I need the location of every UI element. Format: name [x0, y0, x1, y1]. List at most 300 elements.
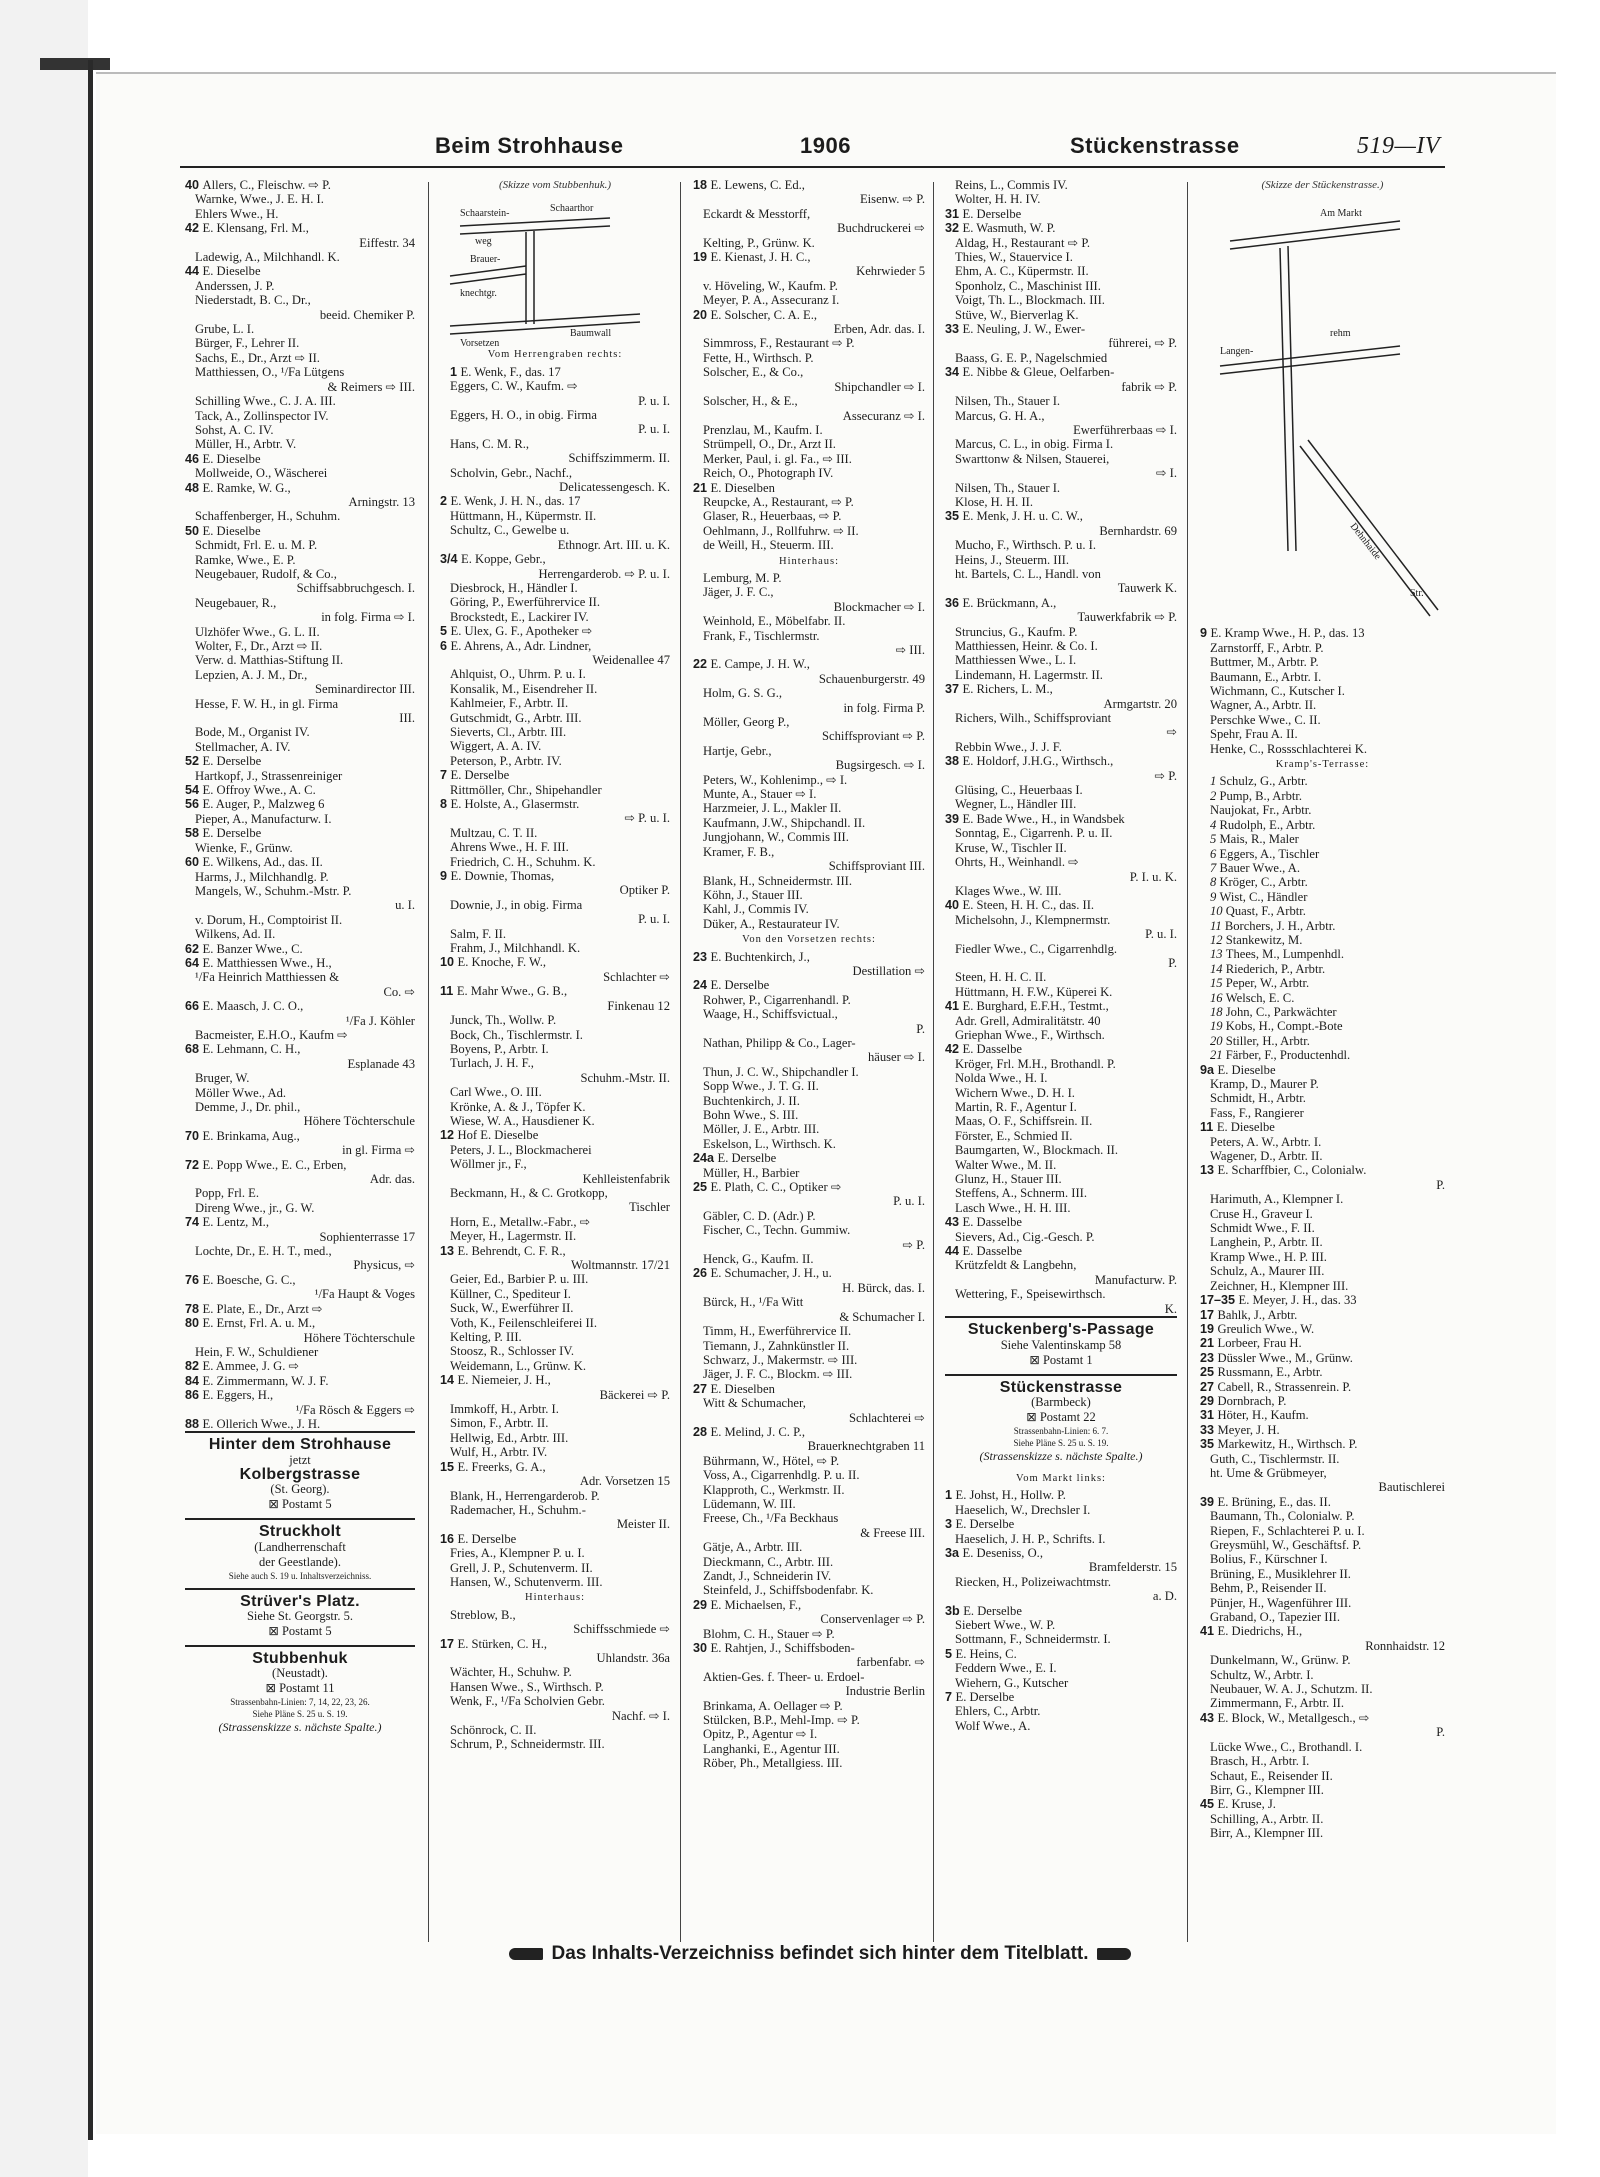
entry-text: Russmann, E., Arbtr.	[1217, 1365, 1323, 1380]
directory-entry	[693, 950, 925, 964]
street-title: Hinter dem Strohhause	[208, 1436, 392, 1454]
directory-entry: Brüning, E., Musiklehrer II.	[1210, 1566, 1351, 1581]
directory-entry	[440, 1128, 670, 1142]
section-heading: Hinterhaus:	[779, 555, 839, 567]
column-rule	[428, 182, 429, 1942]
directory-entry: Frank, F., Tischlermstr.	[703, 628, 820, 643]
directory-entry: Riecken, H., Polizeiwachtmstr.	[955, 1574, 1111, 1589]
directory-entry	[185, 783, 415, 797]
entry-text: E. Johst, H., Hollw. P.	[955, 1488, 1066, 1503]
house-number: 40	[185, 178, 203, 192]
directory-entry: Freese, Ch., ¹/Fa Beckhaus	[703, 1511, 839, 1526]
entry-text: Allers, C., Fleischw. ⇨ P.	[202, 178, 331, 192]
street-note: (St. Georg).	[270, 1482, 330, 1497]
directory-entry: Sopp Wwe., J. T. G. II.	[703, 1079, 819, 1094]
house-number: 50	[185, 523, 203, 538]
directory-entry: Bolius, F., Kürschner I.	[1210, 1552, 1328, 1567]
directory-entry: Krönke, A. & J., Töpfer K.	[450, 1099, 586, 1114]
directory-entry: P.	[1168, 955, 1177, 970]
directory-entry	[185, 481, 415, 495]
house-number: 23	[1200, 1350, 1218, 1365]
directory-entry	[693, 250, 925, 264]
directory-entry: Fiedler Wwe., C., Cigarrenhdlg.	[955, 941, 1118, 956]
house-number: 1	[945, 1488, 956, 1503]
directory-entry	[1200, 1380, 1445, 1394]
directory-entry	[945, 1517, 1177, 1531]
house-number: 39	[945, 811, 963, 826]
directory-entry: Bock, Ch., Tischlermstr. I.	[450, 1027, 583, 1042]
directory-entry: ⇨ I.	[1155, 466, 1177, 481]
directory-entry	[185, 956, 415, 970]
house-number: 1	[1210, 774, 1220, 789]
house-number: 36	[945, 595, 963, 610]
house-number: 13	[1210, 947, 1226, 962]
directory-entry: Peters, W., Kohlenimp., ⇨ I.	[703, 772, 848, 787]
directory-entry: Adr. das.	[369, 1172, 415, 1187]
street-box	[945, 1316, 1177, 1373]
directory-entry: Henke, C., Rossschlachterei K.	[1210, 741, 1368, 756]
entry-text: E. Derselbe	[963, 1603, 1022, 1618]
directory-entry: Geier, Ed., Barbier P. u. III.	[450, 1272, 589, 1287]
directory-entry	[693, 1598, 925, 1612]
house-number: 10	[1210, 904, 1226, 919]
directory-entry: Eggers, C. W., Kaufm. ⇨	[450, 379, 578, 394]
directory-entry: Prenzlau, M., Kaufm. I.	[703, 422, 823, 437]
entry-text: Schulz, G., Arbtr.	[1219, 774, 1308, 789]
entry-text: E. Lentz, M.,	[202, 1215, 269, 1230]
entry-text: E. Mahr Wwe., G. B.,	[456, 984, 568, 999]
directory-entry: Eggers, H. O., in obig. Firma	[450, 408, 597, 423]
directory-entry: Neugebauer, R.,	[195, 595, 277, 610]
directory-entry: Wolf Wwe., A.	[955, 1718, 1031, 1733]
section-heading: Vom Herrengraben rechts:	[487, 349, 623, 361]
street-line	[450, 274, 526, 284]
directory-entry: Küllner, C., Spediteur I.	[450, 1286, 571, 1301]
directory-entry: Reich, O., Photograph IV.	[703, 466, 834, 481]
entry-text: E. Meyer, J. H., das. 33	[1238, 1293, 1357, 1308]
directory-entry: Armgartstr. 20	[1103, 696, 1177, 711]
directory-entry: Solscher, E., & Co.,	[703, 365, 804, 380]
street-line	[1280, 248, 1288, 551]
directory-entry: Kramer, F. B.,	[703, 844, 775, 859]
entry-text: E. Kruse, J.	[1217, 1797, 1276, 1812]
directory-entry: Waage, H., Schiffsvictual.,	[703, 1007, 838, 1022]
directory-entry	[693, 1425, 925, 1439]
entry-text: E. Boesche, G. C.,	[202, 1272, 296, 1287]
directory-entry: Bruger, W.	[195, 1071, 250, 1086]
house-number: 29	[693, 1597, 711, 1612]
pointing-hand-icon	[1097, 1948, 1131, 1960]
directory-entry	[1200, 1408, 1445, 1422]
directory-entry: Wiese, W. A., Hausdiener K.	[450, 1113, 595, 1128]
directory-entry: & Schumacher I.	[839, 1309, 925, 1324]
directory-entry: Eisenw. ⇨ P.	[859, 192, 925, 207]
directory-entry	[185, 826, 415, 840]
directory-entry	[185, 1273, 415, 1287]
house-number: 35	[945, 509, 963, 524]
entry-list	[1200, 626, 1445, 1840]
house-number: 76	[185, 1272, 203, 1287]
directory-entry: Esplanade 43	[347, 1056, 415, 1071]
directory-entry: Klose, H. H. II.	[955, 494, 1033, 509]
directory-entry: Weidenallee 47	[592, 652, 670, 667]
directory-entry	[1200, 832, 1445, 846]
directory-entry: Co. ⇨	[383, 984, 415, 999]
directory-entry: Scholvin, Gebr., Nachf.,	[450, 465, 573, 480]
directory-entry: P. u. I.	[1145, 927, 1177, 942]
directory-entry	[1200, 904, 1445, 918]
directory-entry	[185, 178, 415, 192]
directory-entry: Höhere Töchterschule	[303, 1330, 415, 1345]
entry-text: E. Melind, J. C. P.,	[710, 1424, 805, 1439]
directory-entry: III.	[399, 711, 415, 726]
directory-entry	[1200, 789, 1445, 803]
directory-entry	[440, 494, 670, 508]
directory-entry: fabrik ⇨ P.	[1121, 379, 1177, 394]
directory-entry: Holm, G. S. G.,	[703, 686, 783, 701]
directory-entry: Diesbrock, H., Händler I.	[450, 580, 578, 595]
directory-entry: Bramfelderstr. 15	[1088, 1560, 1177, 1575]
sketch-caption: (Skizze vom Stubbenhuk.)	[498, 179, 612, 191]
directory-entry: Müller, H., Barbier	[703, 1165, 800, 1180]
directory-entry	[945, 322, 1177, 336]
street-box	[185, 1588, 415, 1645]
directory-entry: Peters, A. W., Arbtr. I.	[1210, 1134, 1322, 1149]
directory-entry: Zeichner, H., Klempner III.	[1210, 1278, 1349, 1293]
entry-text: E. Kienast, J. H. C.,	[710, 250, 811, 265]
index-note-text: Das Inhalts-Verzeichniss befindet sich hinter dem Titelblatt.	[551, 1943, 1089, 1964]
directory-entry	[945, 207, 1177, 221]
house-number: 7	[440, 768, 451, 783]
directory-entry: Delicatessengesch. K.	[559, 480, 670, 495]
column-rule	[1187, 182, 1188, 1942]
column-5	[1200, 178, 1445, 1841]
entry-text: E. Dieselbe	[202, 264, 261, 279]
street-line	[450, 266, 526, 276]
house-number: 14	[1210, 961, 1226, 976]
directory-entry: Herrengarderob. ⇨ P. u. I.	[538, 566, 670, 581]
directory-entry: Nathan, Philipp & Co., Lager-	[703, 1035, 856, 1050]
directory-entry: Niederstadt, B. C., Dr.,	[195, 293, 311, 308]
entry-text: E. Burghard, E.F.H., Testmt.,	[962, 999, 1109, 1014]
entry-text: E. Ramke, W. G.,	[202, 480, 291, 495]
house-number: 6	[1210, 846, 1220, 861]
directory-entry	[945, 1647, 1177, 1661]
directory-entry: P. u. I.	[638, 912, 670, 927]
directory-entry	[1200, 1711, 1445, 1725]
directory-entry	[945, 1546, 1177, 1560]
street-line	[460, 218, 610, 226]
directory-entry	[440, 984, 670, 998]
directory-entry: de Weill, H., Steuerm. III.	[703, 538, 834, 553]
directory-entry: Schulz, A., Maurer III.	[1210, 1264, 1325, 1279]
street-note: (Barmbeck)	[1031, 1394, 1091, 1409]
directory-entry: Sieverts, Cl., Arbtr. III.	[450, 724, 567, 739]
directory-entry	[1200, 1048, 1445, 1062]
directory-entry: ht. Ume & Grübmeyer,	[1210, 1465, 1327, 1480]
street-note: Siehe St. Georgstr. 5.	[246, 1608, 354, 1623]
running-head-left: Beim Strohhause	[435, 133, 624, 158]
entry-text: Cabell, R., Strassenrein. P.	[1217, 1379, 1352, 1394]
entry-text: E. Ammee, J. G. ⇨	[202, 1359, 300, 1374]
directory-entry: P. u. I.	[638, 422, 670, 437]
house-number: 5	[1210, 832, 1220, 847]
house-number: 44	[945, 1244, 963, 1259]
entry-text: E. Nibbe & Gleue, Oelfarben-	[962, 365, 1115, 380]
directory-entry: Blockmacher ⇨ I.	[833, 599, 925, 614]
house-number: 16	[1210, 990, 1226, 1005]
entry-text: E. Freerks, G. A.,	[457, 1459, 546, 1474]
entry-text: E. Dasselbe	[962, 1215, 1022, 1230]
directory-entry: Voigt, Th. L., Blockmach. III.	[955, 293, 1105, 308]
directory-entry	[440, 768, 670, 782]
entry-text: E. Schumacher, J. H., u.	[710, 1266, 832, 1281]
directory-entry: Rebbin Wwe., J. J. F.	[955, 739, 1062, 754]
directory-entry: Lochte, Dr., E. H. T., med.,	[195, 1244, 332, 1259]
directory-entry: Witt & Schumacher,	[703, 1396, 806, 1411]
entry-text: Kröger, C., Arbtr.	[1219, 875, 1308, 890]
directory-entry: Steffens, A., Schnerm. III.	[955, 1186, 1087, 1201]
entry-text: E. Offroy Wwe., A. C.	[202, 783, 316, 798]
directory-entry: Erben, Adr. das. I.	[833, 322, 925, 337]
directory-entry	[440, 1460, 670, 1474]
directory-entry: ¹/Fa Heinrich Matthiessen &	[195, 970, 340, 985]
directory-entry: Schultz, C., Gewelbe u.	[450, 523, 570, 538]
directory-entry: Bohn Wwe., S. III.	[703, 1108, 799, 1122]
directory-entry	[185, 855, 415, 869]
directory-entry: Schilling, A., Arbtr. II.	[1210, 1811, 1324, 1826]
directory-entry	[693, 978, 925, 992]
directory-entry	[440, 797, 670, 811]
directory-entry: Fass, F., Rangierer	[1210, 1105, 1304, 1120]
directory-entry: K.	[1164, 1301, 1177, 1316]
directory-entry	[945, 1690, 1177, 1704]
street-box	[185, 1431, 415, 1518]
directory-entry: Maas, O. F., Schiffsrein. II.	[955, 1114, 1093, 1129]
directory-entry	[1200, 1163, 1445, 1177]
directory-entry: Schmidt, Frl. E. u. M. P.	[195, 538, 318, 553]
directory-entry: Riepen, F., Schlachterei P. u. I.	[1210, 1523, 1365, 1538]
directory-entry: Opitz, P., Agentur ⇨ I.	[703, 1727, 818, 1742]
directory-entry: Glüsing, C., Heuerbaas I.	[955, 783, 1083, 798]
entry-text: E. Derselbe	[450, 768, 510, 783]
directory-entry: Henck, G., Kaufm. II.	[703, 1252, 814, 1267]
street-line	[1230, 221, 1400, 241]
street-line	[460, 226, 610, 234]
directory-entry: Krützfeldt & Langbehn,	[955, 1258, 1077, 1273]
street-note: Strassenbahn-Linien: 6. 7.	[1013, 1425, 1109, 1436]
column-1	[185, 178, 415, 1741]
house-number: 52	[185, 754, 203, 769]
entry-text: Rudolph, E., Arbtr.	[1219, 817, 1316, 832]
entry-text: E. Bade Wwe., H., in Wandsbek	[962, 811, 1125, 826]
entry-text: Greulich Wwe., W.	[1217, 1321, 1315, 1336]
street-box	[945, 1374, 1177, 1470]
directory-entry: Downie, J., in obig. Firma	[450, 897, 583, 912]
entry-text: E. Michaelsen, F.,	[710, 1597, 802, 1612]
house-number: 29	[1200, 1393, 1218, 1408]
house-number: 72	[185, 1157, 203, 1172]
directory-entry	[945, 812, 1177, 826]
directory-entry: Walter Wwe., M. II.	[955, 1157, 1057, 1172]
section-heading: Vom Markt links:	[1016, 1472, 1106, 1484]
directory-entry: Glunz, H., Stauer III.	[955, 1172, 1062, 1187]
street-title: Stuckenberg's-Passage	[967, 1321, 1155, 1339]
directory-entry: Stülcken, B.P., Mehl-Imp. ⇨ P.	[703, 1713, 860, 1728]
directory-entry	[693, 308, 925, 322]
directory-entry: Adr. Vorsetzen 15	[579, 1474, 670, 1489]
entry-text: E. Dieselbe	[1217, 1062, 1276, 1077]
street-note: (Landherrenschaft	[254, 1539, 346, 1554]
directory-entry: Lüdemann, W. III.	[703, 1496, 796, 1511]
house-number: 23	[693, 949, 711, 964]
house-number: 8	[1210, 875, 1220, 890]
directory-entry: Mucho, F., Wirthsch. P. u. I.	[955, 538, 1096, 553]
directory-entry: Möller, Georg P.,	[703, 715, 790, 730]
directory-entry	[1200, 1336, 1445, 1350]
directory-entry: Siebert Wwe., W. P.	[955, 1617, 1056, 1632]
house-number: 3b	[945, 1603, 964, 1618]
directory-entry: Bührmann, W., Hötel, ⇨ P.	[703, 1453, 840, 1468]
entry-text: Riederich, P., Arbtr.	[1225, 961, 1326, 976]
section-heading: Kramp's-Terrasse:	[1275, 759, 1370, 771]
house-number: 30	[693, 1641, 711, 1656]
directory-entry: Nilsen, Th., Stauer I.	[955, 480, 1061, 495]
directory-entry: Wilkens, Ad. II.	[195, 927, 276, 942]
directory-entry: Sievers, Ad., Cig.-Gesch. P.	[955, 1229, 1095, 1244]
entry-text: E. Derselbe	[202, 826, 262, 841]
street-note: (Strassenskizze s. nächste Spalte.)	[218, 1720, 382, 1735]
house-number: 40	[945, 898, 963, 913]
directory-entry	[1200, 933, 1445, 947]
street-note: (Strassenskizze s. nächste Spalte.)	[979, 1448, 1143, 1463]
directory-entry: Tischler	[629, 1200, 670, 1215]
directory-entry: Birr, A., Klempner III.	[1210, 1826, 1324, 1841]
house-number: 17	[1200, 1307, 1218, 1322]
street-note: ⊠ Postamt 11	[265, 1681, 335, 1696]
house-number: 2	[440, 494, 451, 509]
house-number: 24	[693, 978, 711, 993]
directory-entry: Streblow, B.,	[450, 1607, 516, 1622]
directory-entry: Köhn, J., Stauer III.	[703, 887, 803, 902]
house-number: 12	[440, 1128, 458, 1143]
house-number: 41	[1200, 1624, 1218, 1639]
directory-entry	[1200, 1394, 1445, 1408]
directory-entry: Sohst, A. C. IV.	[195, 422, 274, 437]
directory-entry: Michelsohn, J., Klempnermstr.	[955, 912, 1111, 927]
directory-entry	[185, 452, 415, 466]
directory-entry	[945, 898, 1177, 912]
house-number: 44	[185, 264, 203, 279]
entry-text: E. Scharffbier, C., Colonialw.	[1217, 1163, 1367, 1178]
directory-entry	[1200, 976, 1445, 990]
directory-entry: Sottmann, F., Schneidermstr. I.	[955, 1632, 1111, 1647]
house-number: 27	[1200, 1379, 1218, 1394]
house-number: 33	[945, 322, 963, 337]
house-number: 3a	[945, 1545, 963, 1560]
directory-entry: Ahrens Wwe., H. F. III.	[450, 840, 569, 855]
street-note: Siehe Pläne S. 25 u. S. 19.	[252, 1709, 348, 1720]
directory-entry: Marcus, C. L., in obig. Firma I.	[955, 437, 1114, 452]
directory-entry: Kahl, J., Commis IV.	[703, 902, 809, 917]
directory-entry	[1200, 1308, 1445, 1322]
house-number: 28	[693, 1424, 711, 1439]
house-number: 1	[450, 364, 461, 379]
directory-entry: Baass, G. E. P., Nagelschmied	[955, 350, 1108, 365]
directory-entry: Beckmann, H., & C. Grotkopp,	[450, 1185, 608, 1200]
house-number: 24a	[693, 1151, 718, 1166]
street-line	[1308, 440, 1438, 610]
directory-entry: Wagner, A., Arbtr. II.	[1210, 698, 1317, 713]
street-title: Strüver's Platz.	[240, 1592, 360, 1610]
entry-text: E. Dieselbe	[202, 523, 261, 538]
house-number: 26	[693, 1266, 711, 1281]
entry-text: E. Diedrichs, H.,	[1217, 1624, 1303, 1639]
directory-entry: Verw. d. Matthias-Stiftung II.	[195, 653, 344, 668]
directory-entry: Eskelson, L., Wirthsch. K.	[703, 1136, 836, 1151]
directory-entry	[945, 1244, 1177, 1258]
house-number: 8	[440, 797, 451, 811]
house-number: 19	[1210, 1019, 1226, 1034]
directory-entry: Tauwerkfabrik ⇨ P.	[1077, 610, 1177, 625]
house-number: 5	[440, 624, 451, 639]
directory-entry: Lindemann, H. Lagermstr. II.	[955, 667, 1103, 682]
directory-entry	[185, 1042, 415, 1056]
directory-entry: Peterson, P., Arbtr. IV.	[450, 753, 562, 768]
directory-entry: Ehlers, C., Arbtr.	[955, 1704, 1041, 1719]
entry-text: E. Behrendt, C. F. R.,	[457, 1243, 566, 1258]
directory-entry: Kelting, P., Grünw. K.	[703, 235, 815, 250]
directory-entry	[1200, 962, 1445, 976]
house-number: 31	[1200, 1408, 1218, 1423]
directory-entry: Voth, K., Feilenschleiferei II.	[450, 1315, 598, 1330]
directory-entry: Mangels, W., Schuhm.-Mstr. P.	[195, 883, 352, 898]
directory-entry: Sophienterrasse 17	[319, 1229, 415, 1244]
entry-text: E. Zimmermann, W. J. F.	[202, 1373, 329, 1388]
house-number: 11	[1210, 918, 1225, 933]
directory-entry: Nolda Wwe., H. I.	[955, 1071, 1048, 1086]
entry-text: E. Ulex, G. F., Apotheker ⇨	[450, 624, 593, 639]
directory-entry: Voss, A., Cigarrenhdlg. P. u. II.	[703, 1468, 860, 1483]
entry-text: Eggers, A., Tischler	[1219, 846, 1320, 861]
directory-entry: ¹/Fa Haupt & Voges	[314, 1287, 415, 1302]
directory-entry	[1200, 1351, 1445, 1365]
directory-entry: Struncius, G., Kaufm. P.	[955, 624, 1078, 639]
house-number: 17–35	[1200, 1293, 1239, 1308]
directory-entry: Schuhm.-Mstr. II.	[580, 1070, 670, 1085]
entry-text: E. Eggers, H.,	[202, 1388, 274, 1403]
street-line	[1288, 246, 1296, 551]
directory-entry: Pieper, A., Manufacturw. I.	[195, 811, 332, 826]
column-2	[440, 178, 670, 1752]
house-number: 15	[440, 1459, 458, 1474]
sketch-label: Schaarstein-	[460, 208, 510, 220]
directory-entry: Wettering, F., Speisewirthsch.	[955, 1287, 1106, 1302]
directory-entry: ⇨ III.	[895, 643, 925, 657]
directory-entry	[1200, 1034, 1445, 1048]
directory-entry	[693, 657, 925, 671]
directory-entry	[693, 481, 925, 495]
house-number: 58	[185, 826, 203, 841]
directory-entry: Konsalik, M., Eisendreher II.	[450, 681, 598, 696]
directory-entry: Timm, H., Ewerführervice II.	[703, 1324, 852, 1339]
entry-text: Peper, W., Arbtr.	[1225, 976, 1310, 991]
house-number: 80	[185, 1316, 203, 1331]
directory-entry: Assecuranz ⇨ I.	[842, 408, 925, 423]
directory-entry	[1200, 890, 1445, 904]
directory-entry: Shipchandler ⇨ I.	[834, 379, 925, 394]
directory-entry	[1200, 1797, 1445, 1811]
